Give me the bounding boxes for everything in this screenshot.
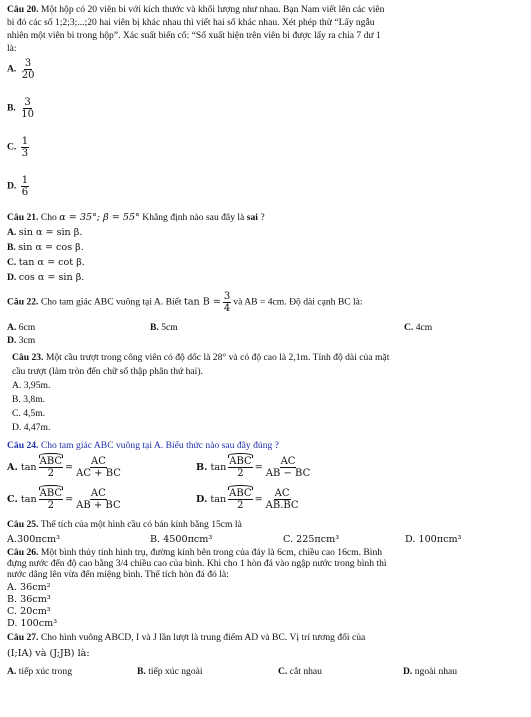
q27-line2: (I;IA) và (J;JB) là: — [7, 648, 90, 659]
q20-line3: nhiên một viên bi trong hộp”. Xác suất biến cố: “Số xuất hiện trên viên bi được lấy ra chia 7 dư 1 — [7, 30, 381, 41]
q20-line1: Câu 20. Một hộp có 20 viên bi với kích thước và khối lượng như nhau. Bạn Nam viết lên các viên — [7, 4, 385, 15]
q27-option-b: B. tiếp xúc ngoài — [137, 666, 203, 677]
q25-option-b: B. 4500πcm³ — [150, 534, 213, 545]
q24-option-d: D. tan $\frac{\text{ABC}}{2}$ = $\frac{AC}{AB.BC}$ — [196, 488, 299, 511]
q22-option-b: B. 5cm — [150, 322, 178, 333]
q26-option-b: B. 36cm³ — [7, 594, 51, 605]
q26-line3: nước dâng lên vừa đến miệng bình. Thể tích hòn đá đó là: — [7, 569, 229, 580]
q26-option-d: D. 100cm³ — [7, 618, 58, 629]
q26-line2: đựng nước đến độ cao bằng 3/4 chiều cao của bình. Khi cho 1 hòn đá vào ngập nước trong bình thì — [7, 558, 387, 569]
q25-option-d: D. 100πcm³ — [405, 534, 462, 545]
q27-option-a: A. tiếp xúc trong — [7, 666, 73, 677]
q23-line1: Câu 23. Một cầu trượt trong công viên có độ dốc là 28° và có độ cao là 2,1m. Tính độ dài của mặt — [12, 352, 390, 363]
q23-option-c: C. 4,5m. — [12, 408, 46, 419]
q21-stem: Câu 21. Cho α = 35°; β = 55° Khẳng định nào sau đây là sai ? — [7, 212, 265, 223]
q21-option-a: A. sin α = sin β. — [7, 227, 83, 238]
q24-option-a: A. tan $\frac{\text{ABC}}{2}$ = $\frac{AC}{AC + BC}$ — [7, 456, 121, 479]
q20-option-a: A. $\frac{3}{20}$ — [7, 58, 35, 81]
q23-option-d: D. 4,47m. — [12, 422, 51, 433]
q21-option-c: C. tan α = cot β. — [7, 257, 85, 268]
q23-line2: cầu trượt (làm tròn đến chữ số thập phân thứ hai). — [12, 366, 203, 377]
q25-option-a: A.300πcm³ — [7, 534, 60, 545]
q20-line2: bi đó các số 1;2;3;...;20 hai viên bị khác nhau thì viết hai số khác nhau. Xét phép thử “Lấy ngẫu — [7, 17, 375, 28]
q20-option-b: B. $\frac{3}{10}$ — [7, 97, 34, 120]
q22-option-c: C. 4cm — [404, 322, 433, 333]
q21-option-d: D. cos α = sin β. — [7, 272, 85, 283]
q22-option-d: D. 3cm — [7, 335, 36, 346]
q20-line4: là: — [7, 43, 17, 54]
q25-stem: Câu 25. Thể tích của một hình cầu có bán kính bằng 15cm là — [7, 519, 242, 530]
q25-option-c: C. 225πcm³ — [283, 534, 340, 545]
q22-stem: Câu 22. Cho tam giác ABC vuông tại A. Biết tan B = $\frac{3}{4}$ và AB = 4cm. Độ dài cạnh BC là: — [7, 291, 363, 314]
q24-stem: Câu 24. Cho tam giác ABC vuông tại A. Biểu thức nào sau đây đúng ? — [7, 440, 279, 451]
q23-option-b: B. 3,8m. — [12, 394, 46, 405]
q22-option-a: A. 6cm — [7, 322, 36, 333]
q20-option-d: D. $\frac{1}{6}$ — [7, 175, 29, 198]
q21-option-b: B. sin α = cos β. — [7, 242, 84, 253]
q26-option-c: C. 20cm³ — [7, 606, 51, 617]
q26-option-a: A. 36cm² — [7, 582, 51, 593]
q24-option-c: C. tan $\frac{\text{ABC}}{2}$ = $\frac{AC}{AB + BC}$ — [7, 488, 121, 511]
q27-line1: Câu 27. Cho hình vuông ABCD, I và J lần lượt là trung điểm AD và BC. Vị trí tương đối của — [7, 632, 366, 643]
q26-line1: Câu 26. Một bình thủy tinh hình trụ, đường kính bên trong của đáy là 6cm, chiều cao 16cm. Bình — [7, 547, 383, 558]
q27-option-d: D. ngoài nhau — [403, 666, 458, 677]
q27-option-c: C. cắt nhau — [278, 666, 322, 677]
q24-option-b: B. tan $\frac{\text{ABC}}{2}$ = $\frac{AC}{AB - BC}$ — [196, 456, 311, 479]
q20-option-c: C. $\frac{1}{3}$ — [7, 136, 29, 159]
q23-option-a: A. 3,95m. — [12, 380, 51, 391]
